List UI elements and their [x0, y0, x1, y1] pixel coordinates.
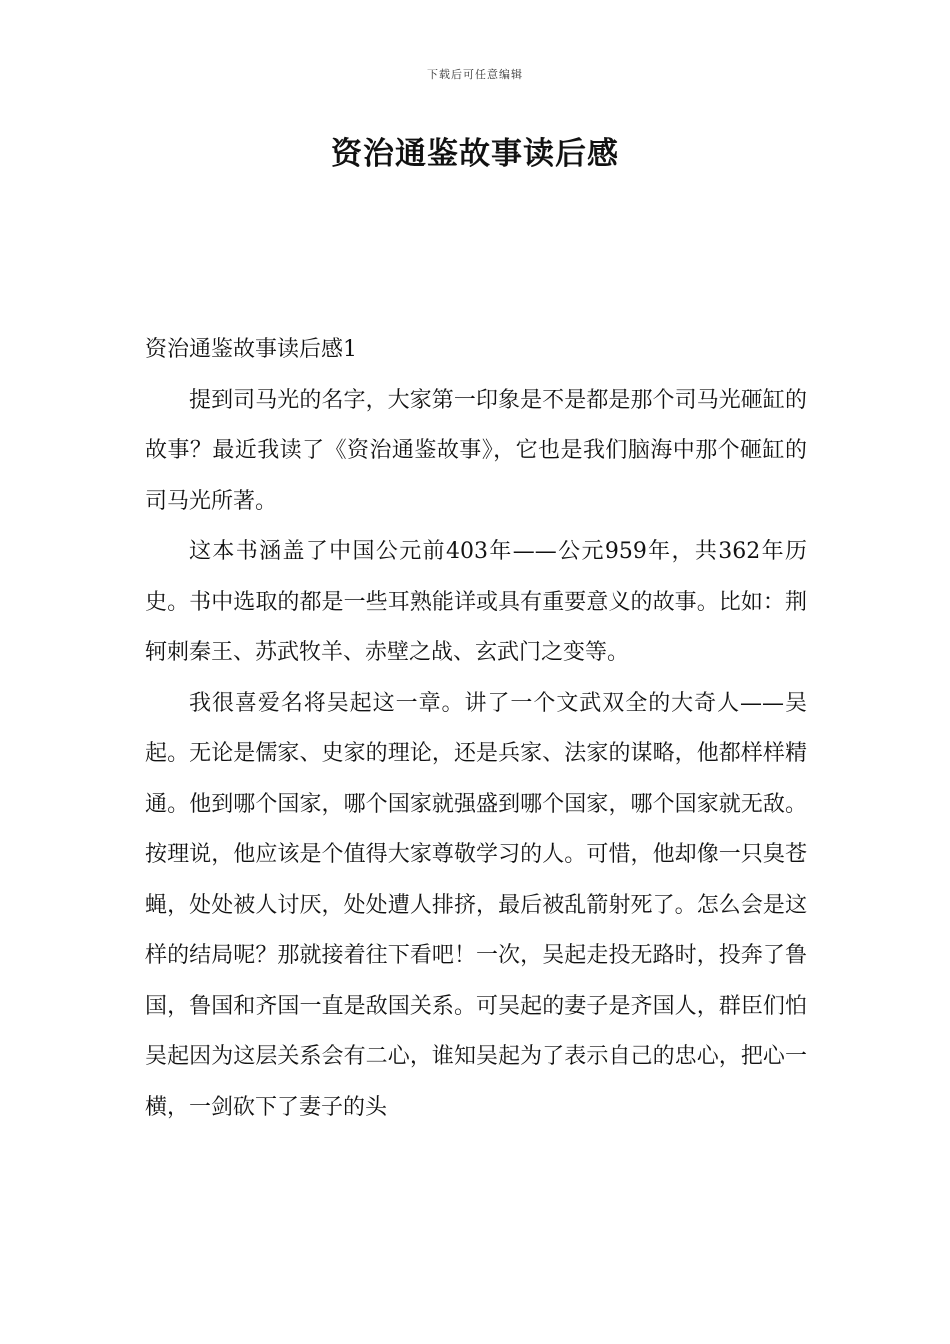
- section-heading: 资治通鉴故事读后感1: [145, 337, 357, 362]
- header-note: 下载后可任意编辑: [427, 68, 523, 81]
- paragraph-1: 提到司马光的名字，大家第一印象是不是都是那个司马光砸缸的故事？最近我读了《资治通鉴故事》，它也是我们脑海中那个砸缸的司马光所著。: [145, 387, 807, 514]
- paragraph-3: 我很喜爱名将吴起这一章。讲了一个文武双全的大奇人——吴起。无论是儒家、史家的理论，还是兵家、法家的谋略，他都样样精通。他到哪个国家，哪个国家就强盛到哪个国家，哪个国家就无敌。按理说，他应该是个值得大家尊敬学习的人。可惜，他却像一只臭苍蝇，处处被人讨厌，处处遭人排挤，最后被乱箭射死了。怎么会是这样的结局呢？那就接着往下看吧！一次，吴起走投无路时，投奔了鲁国，鲁国和齐国一直是敌国关系。可吴起的妻子是齐国人，群臣们怕吴起因为这层关系会有二心，谁知吴起为了表示自己的忠心，把心一横，一剑砍下了妻子的头: [145, 690, 807, 1120]
- document-title: 资治通鉴故事读后感: [331, 136, 619, 172]
- document-body: [145, 325, 807, 1133]
- paragraph-2: 这本书涵盖了中国公元前403年——公元959年，共362年历史。书中选取的都是一些耳熟能详或具有重要意义的故事。比如：荆轲刺秦王、苏武牧羊、赤壁之战、玄武门之变等。: [145, 539, 807, 665]
